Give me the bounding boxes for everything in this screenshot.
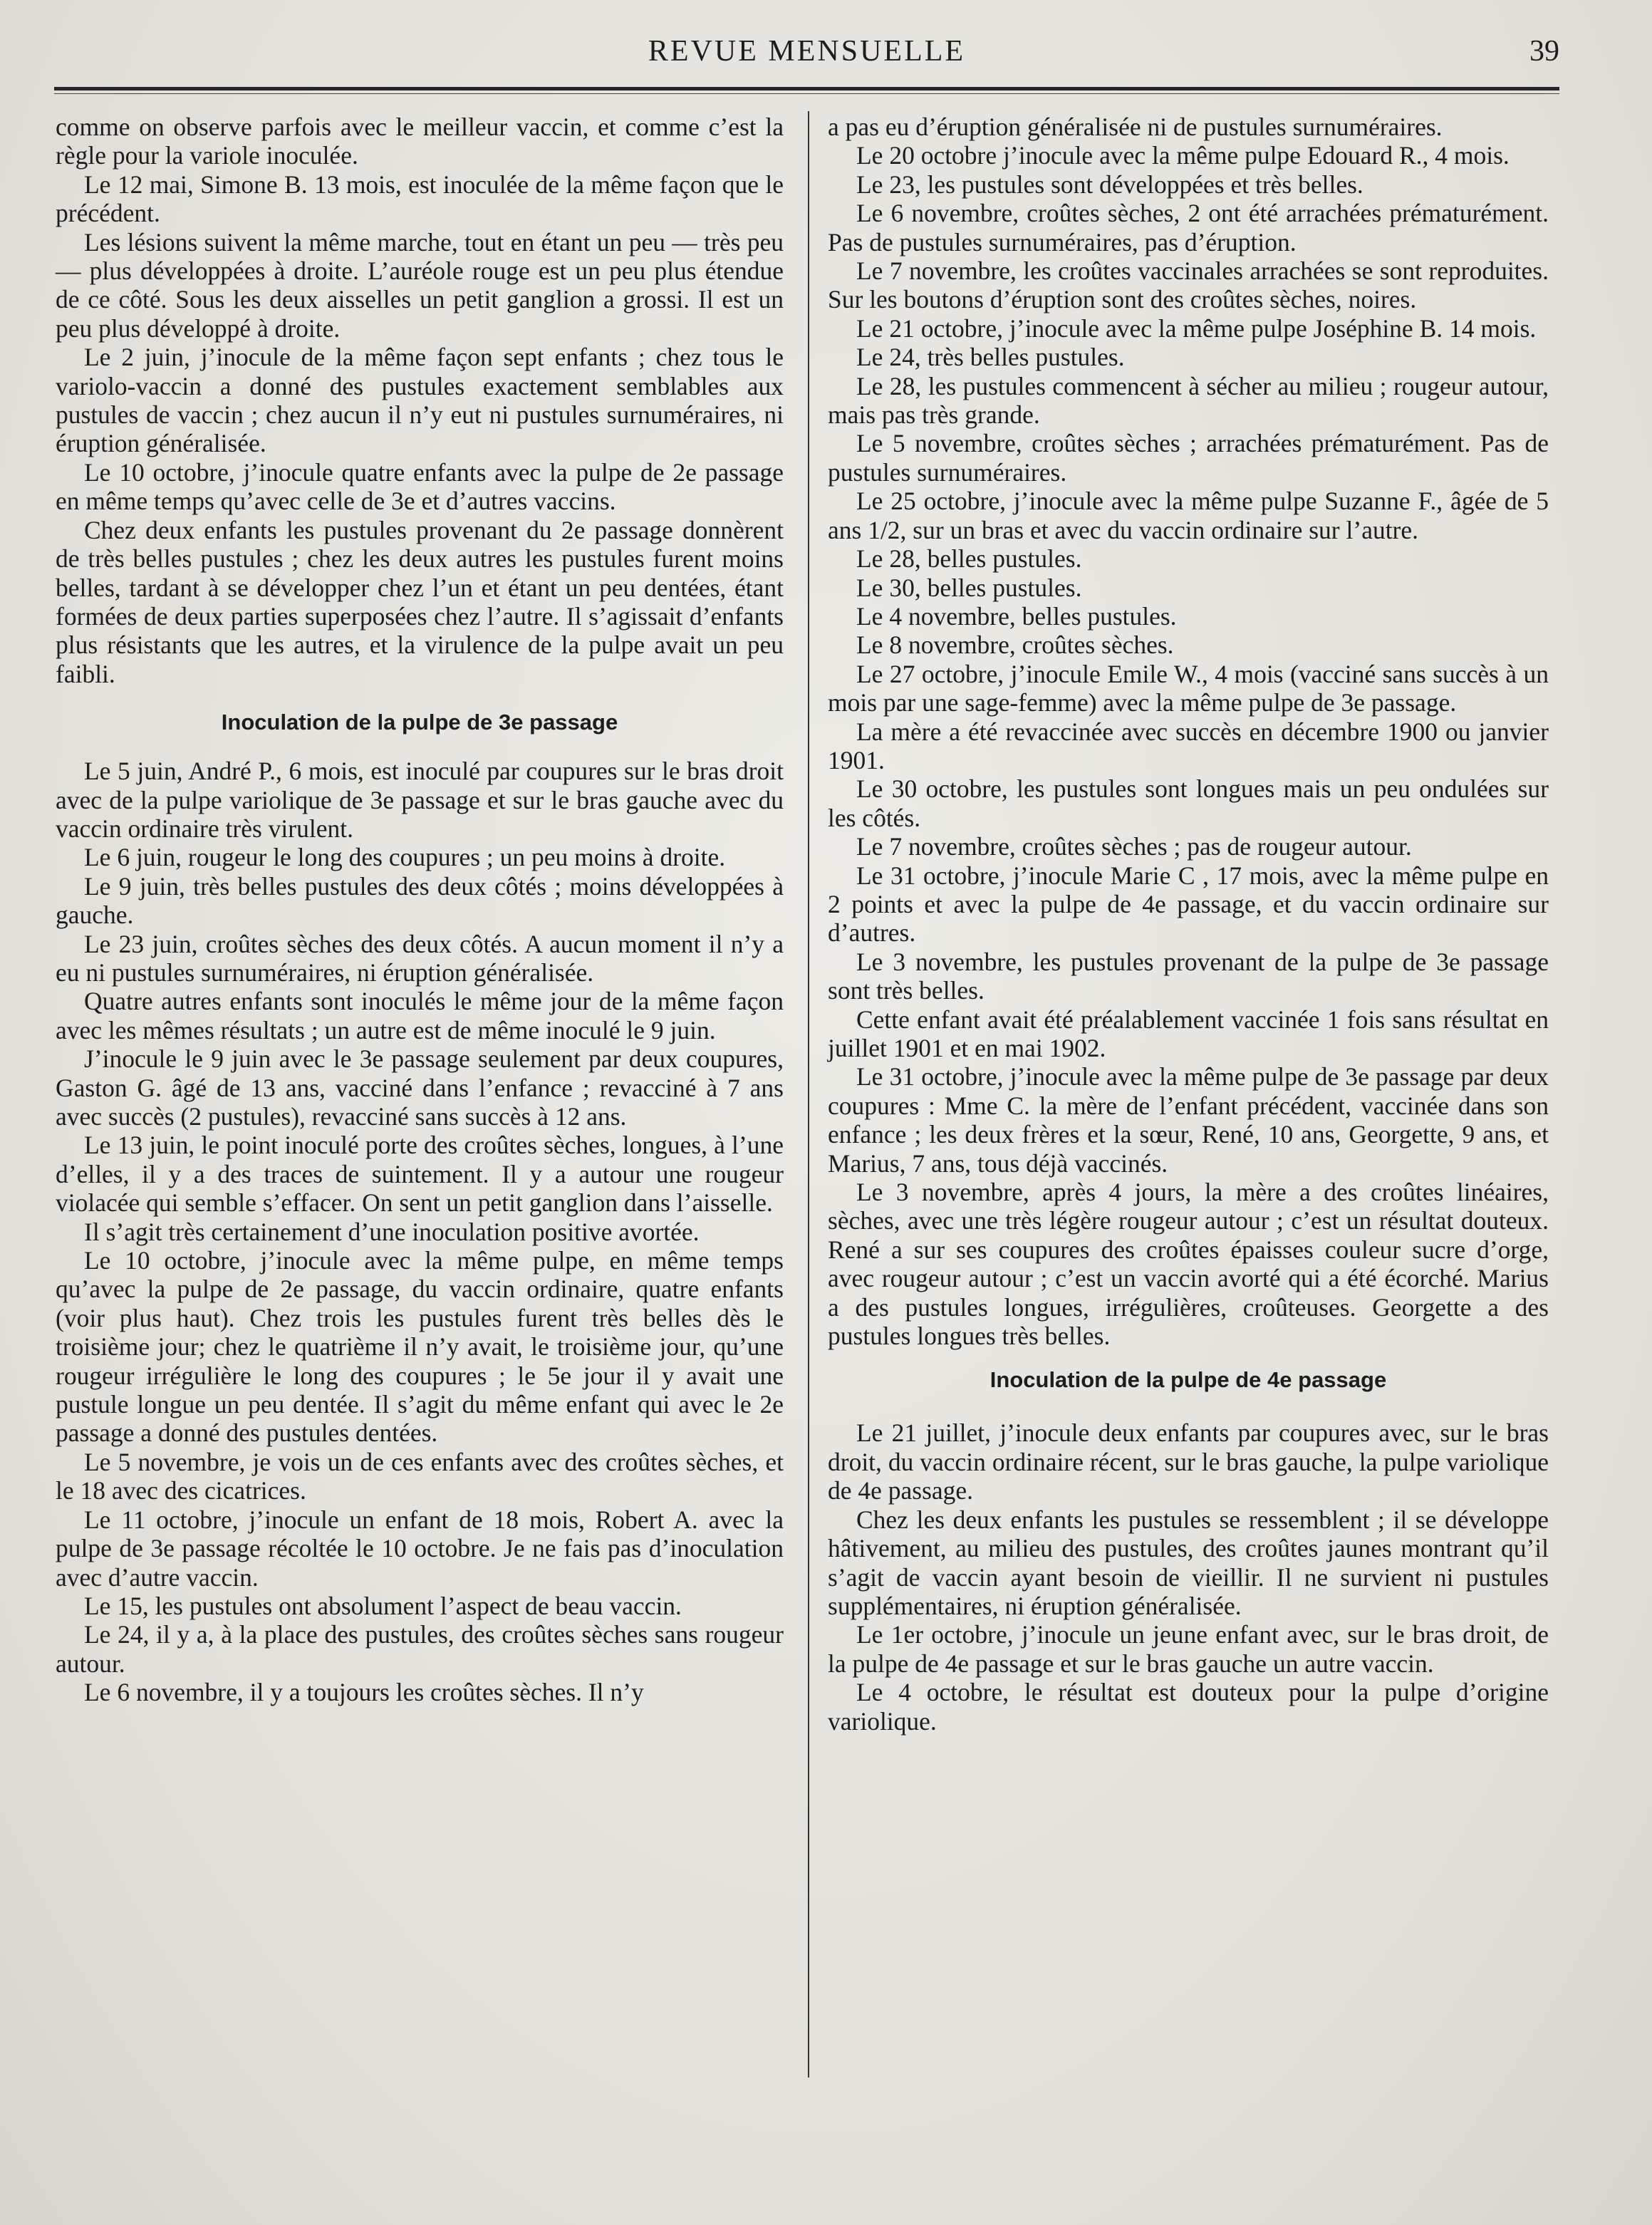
section-heading: Inoculation de la pulpe de 3e passage	[221, 710, 618, 735]
paragraph: Le 9 juin, très belles pustules des deux côtés ; moins développées à gauche.	[56, 871, 784, 930]
paragraph: Le 3 novembre, après 4 jours, la mère a des croûtes linéaires, sèches, avec une très légère rougeur autour ; c’est un résultat douteux. René a sur ses coupures des croûtes épaisses couleur sucre d’orge, avec rougeur autour ; c’est un vaccin avorté qui a été écorché. Marius a des pustules longues, irrégulières, croûteuses. Georgette a des pustules longues très belles.	[828, 1178, 1549, 1351]
paragraph: Le 15, les pustules ont absolument l’aspect de beau vaccin.	[84, 1591, 682, 1620]
paragraph: Le 21 juillet, j’inocule deux enfants par coupures avec, sur le bras droit, du vaccin ordinaire récent, sur le bras gauche, la pulpe variolique de 4e passage.	[828, 1418, 1549, 1505]
paragraph: Le 27 octobre, j’inocule Emile W., 4 mois (vacciné sans succès à un mois par une sage-femme) avec la même pulpe de 3e passage.	[828, 659, 1549, 717]
column-divider	[808, 111, 809, 2078]
paragraph: J’inocule le 9 juin avec le 3e passage seulement par deux coupures, Gaston G. âgé de 13 ans, vacciné dans l’enfance ; revacciné à 7 ans avec succès (2 pustules), revacciné sans succès à 12 ans.	[56, 1044, 784, 1131]
paragraph: Le 5 novembre, croûtes sèches ; arrachées prématurément. Pas de pustules surnuméraires.	[828, 429, 1549, 487]
paragraph: Le 4 novembre, belles pustules.	[856, 601, 1177, 631]
page-header	[54, 27, 1559, 84]
paragraph: Le 6 novembre, croûtes sèches, 2 ont été arrachées prématurément. Pas de pustules surnuméraires, pas d’éruption.	[828, 199, 1549, 256]
paragraph: Le 25 octobre, j’inocule avec la même pulpe Suzanne F., âgée de 5 ans 1/2, sur un bras et avec du vaccin ordinaire sur l’autre.	[828, 487, 1549, 544]
paragraph: Le 4 octobre, le résultat est douteux pour la pulpe d’origine variolique.	[828, 1678, 1549, 1736]
paragraph: La mère a été revaccinée avec succès en décembre 1900 ou janvier 1901.	[828, 717, 1549, 774]
paragraph: comme on observe parfois avec le meilleur vaccin, et comme c’est la règle pour la variole inoculée.	[56, 113, 784, 170]
paragraph: Le 1er octobre, j’inocule un jeune enfant avec, sur le bras droit, de la pulpe de 4e passage et sur le bras gauche un autre vaccin.	[828, 1620, 1549, 1678]
paragraph: Le 31 octobre, j’inocule avec la même pulpe de 3e passage par deux coupures : Mme C. la mère de l’enfant précédent, vaccinée dans son enfance ; les deux frères et la sœur, René, 10 ans, Georgette, 9 ans, et Marius, 7 ans, tous déjà vaccinés.	[828, 1062, 1549, 1178]
paragraph: Le 24, il y a, à la place des pustules, des croûtes sèches sans rougeur autour.	[56, 1620, 784, 1678]
paragraph: Le 31 octobre, j’inocule Marie C , 17 mois, avec la même pulpe en 2 points et avec la pulpe de 4e passage, et du vaccin ordinaire sur d’autres.	[828, 861, 1549, 948]
page-number: 39	[1529, 35, 1559, 68]
paragraph: Il s’agit très certainement d’une inoculation positive avortée.	[84, 1217, 700, 1246]
paragraph: Le 28, les pustules commencent à sécher au milieu ; rougeur autour, mais pas très grande.	[828, 371, 1549, 430]
paragraph: Chez les deux enfants les pustules se ressemblent ; il se développe hâtivement, au milieu des pustules, des croûtes jaunes montrant qu’il s’agit de vaccin ayant besoin de vieillir. Il ne survient ni pustules supplémentaires, ni éruption généralisée.	[828, 1505, 1549, 1620]
paragraph: Le 13 juin, le point inoculé porte des croûtes sèches, longues, à l’une d’elles, il y a des traces de suintement. Il y a autour une rougeur violacée qui semble s’effacer. On sent un petit ganglion dans l’aisselle.	[56, 1131, 784, 1218]
header-rule	[54, 87, 1559, 90]
paragraph: Le 7 novembre, croûtes sèches ; pas de rougeur autour.	[856, 832, 1412, 861]
paragraph: Le 8 novembre, croûtes sèches.	[856, 631, 1174, 660]
paragraph: Le 23 juin, croûtes sèches des deux côtés. A aucun moment il n’y a eu ni pustules surnuméraires, ni éruption généralisée.	[56, 929, 784, 987]
paragraph: Le 12 mai, Simone B. 13 mois, est inoculée de la même façon que le précédent.	[56, 170, 784, 228]
paragraph: Le 20 octobre j’inocule avec la même pulpe Edouard R., 4 mois.	[856, 141, 1510, 170]
header-rule-thin	[54, 93, 1559, 94]
paragraph: Le 5 juin, André P., 6 mois, est inoculé par coupures sur le bras droit avec de la pulpe variolique de 3e passage et sur le bras gauche avec du vaccin ordinaire très virulent.	[56, 757, 784, 843]
paragraph: Le 24, très belles pustules.	[856, 343, 1125, 372]
paragraph: Le 21 octobre, j’inocule avec la même pulpe Joséphine B. 14 mois.	[856, 313, 1537, 343]
paragraph: Le 23, les pustules sont développées et très belles.	[856, 170, 1363, 199]
paragraph: Le 6 juin, rougeur le long des coupures ; un peu moins à droite.	[84, 843, 726, 872]
paragraph: Le 3 novembre, les pustules provenant de la pulpe de 3e passage sont très belles.	[828, 947, 1549, 1005]
paragraph: Le 10 octobre, j’inocule avec la même pulpe, en même temps qu’avec la pulpe de 2e passage, du vaccin ordinaire, quatre enfants (voir plus haut). Chez trois les pustules furent très belles dès le troisième jour; chez le quatrième il n’y avait, le troisième jour, qu’une rougeur irrégulière le long des coupures ; le 5e jour il y avait une pustule longue un peu dentée. Il s’agit du même enfant qui avec le 2e passage a donné des pustules dentées.	[56, 1246, 784, 1448]
paragraph: Le 28, belles pustules.	[856, 544, 1082, 574]
section-heading: Inoculation de la pulpe de 4e passage	[989, 1367, 1387, 1393]
paragraph: Le 30, belles pustules.	[856, 573, 1082, 602]
paragraph: Le 5 novembre, je vois un de ces enfants avec des croûtes sèches, et le 18 avec des cicatrices.	[56, 1447, 784, 1505]
right-column	[828, 113, 1549, 2100]
paragraph: Quatre autres enfants sont inoculés le même jour de la même façon avec les mêmes résultats ; un autre est de même inoculé le 9 juin.	[56, 987, 784, 1044]
paragraph: Chez deux enfants les pustules provenant du 2e passage donnèrent de très belles pustules ; chez les deux autres les pustules furent moins belles, tardant à se développer chez l’un et étant un peu dentées, étant formées de deux parties superposées chez l’autre. Il s’agissait d’enfants plus résistants que les autres, et la virulence de la pulpe avait un peu faibli.	[56, 515, 784, 688]
paragraph: Le 10 octobre, j’inocule quatre enfants avec la pulpe de 2e passage en même temps qu’avec celle de 3e et d’autres vaccins.	[56, 457, 784, 516]
paragraph: Cette enfant avait été préalablement vaccinée 1 fois sans résultat en juillet 1901 et en mai 1902.	[828, 1005, 1549, 1062]
paragraph: Le 6 novembre, il y a toujours les croûtes sèches. Il n’y	[84, 1678, 644, 1707]
running-title: REVUE MENSUELLE	[648, 35, 966, 68]
paragraph: a pas eu d’éruption généralisée ni de pustules surnuméraires.	[828, 113, 1443, 141]
paragraph: Le 7 novembre, les croûtes vaccinales arrachées se sont reproduites. Sur les boutons d’éruption sont des croûtes sèches, noires.	[828, 256, 1549, 314]
paragraph: Le 2 juin, j’inocule de la même façon sept enfants ; chez tous le variolo-vaccin a donné des pustules exactement semblables aux pustules de vaccin ; chez aucun il n’y eut ni pustules surnuméraires, ni éruption généralisée.	[56, 343, 784, 458]
paragraph: Le 30 octobre, les pustules sont longues mais un peu ondulées sur les côtés.	[828, 774, 1549, 832]
left-column	[56, 113, 784, 2100]
paragraph: Les lésions suivent la même marche, tout en étant un peu — très peu — plus développées à droite. L’auréole rouge est un peu plus étendue de ce côté. Sous les deux aisselles un petit ganglion a grossi. Il est un peu plus développé à droite.	[56, 227, 784, 343]
paragraph: Le 11 octobre, j’inocule un enfant de 18 mois, Robert A. avec la pulpe de 3e passage récoltée le 10 octobre. Je ne fais pas d’inoculation avec d’autre vaccin.	[56, 1505, 784, 1592]
